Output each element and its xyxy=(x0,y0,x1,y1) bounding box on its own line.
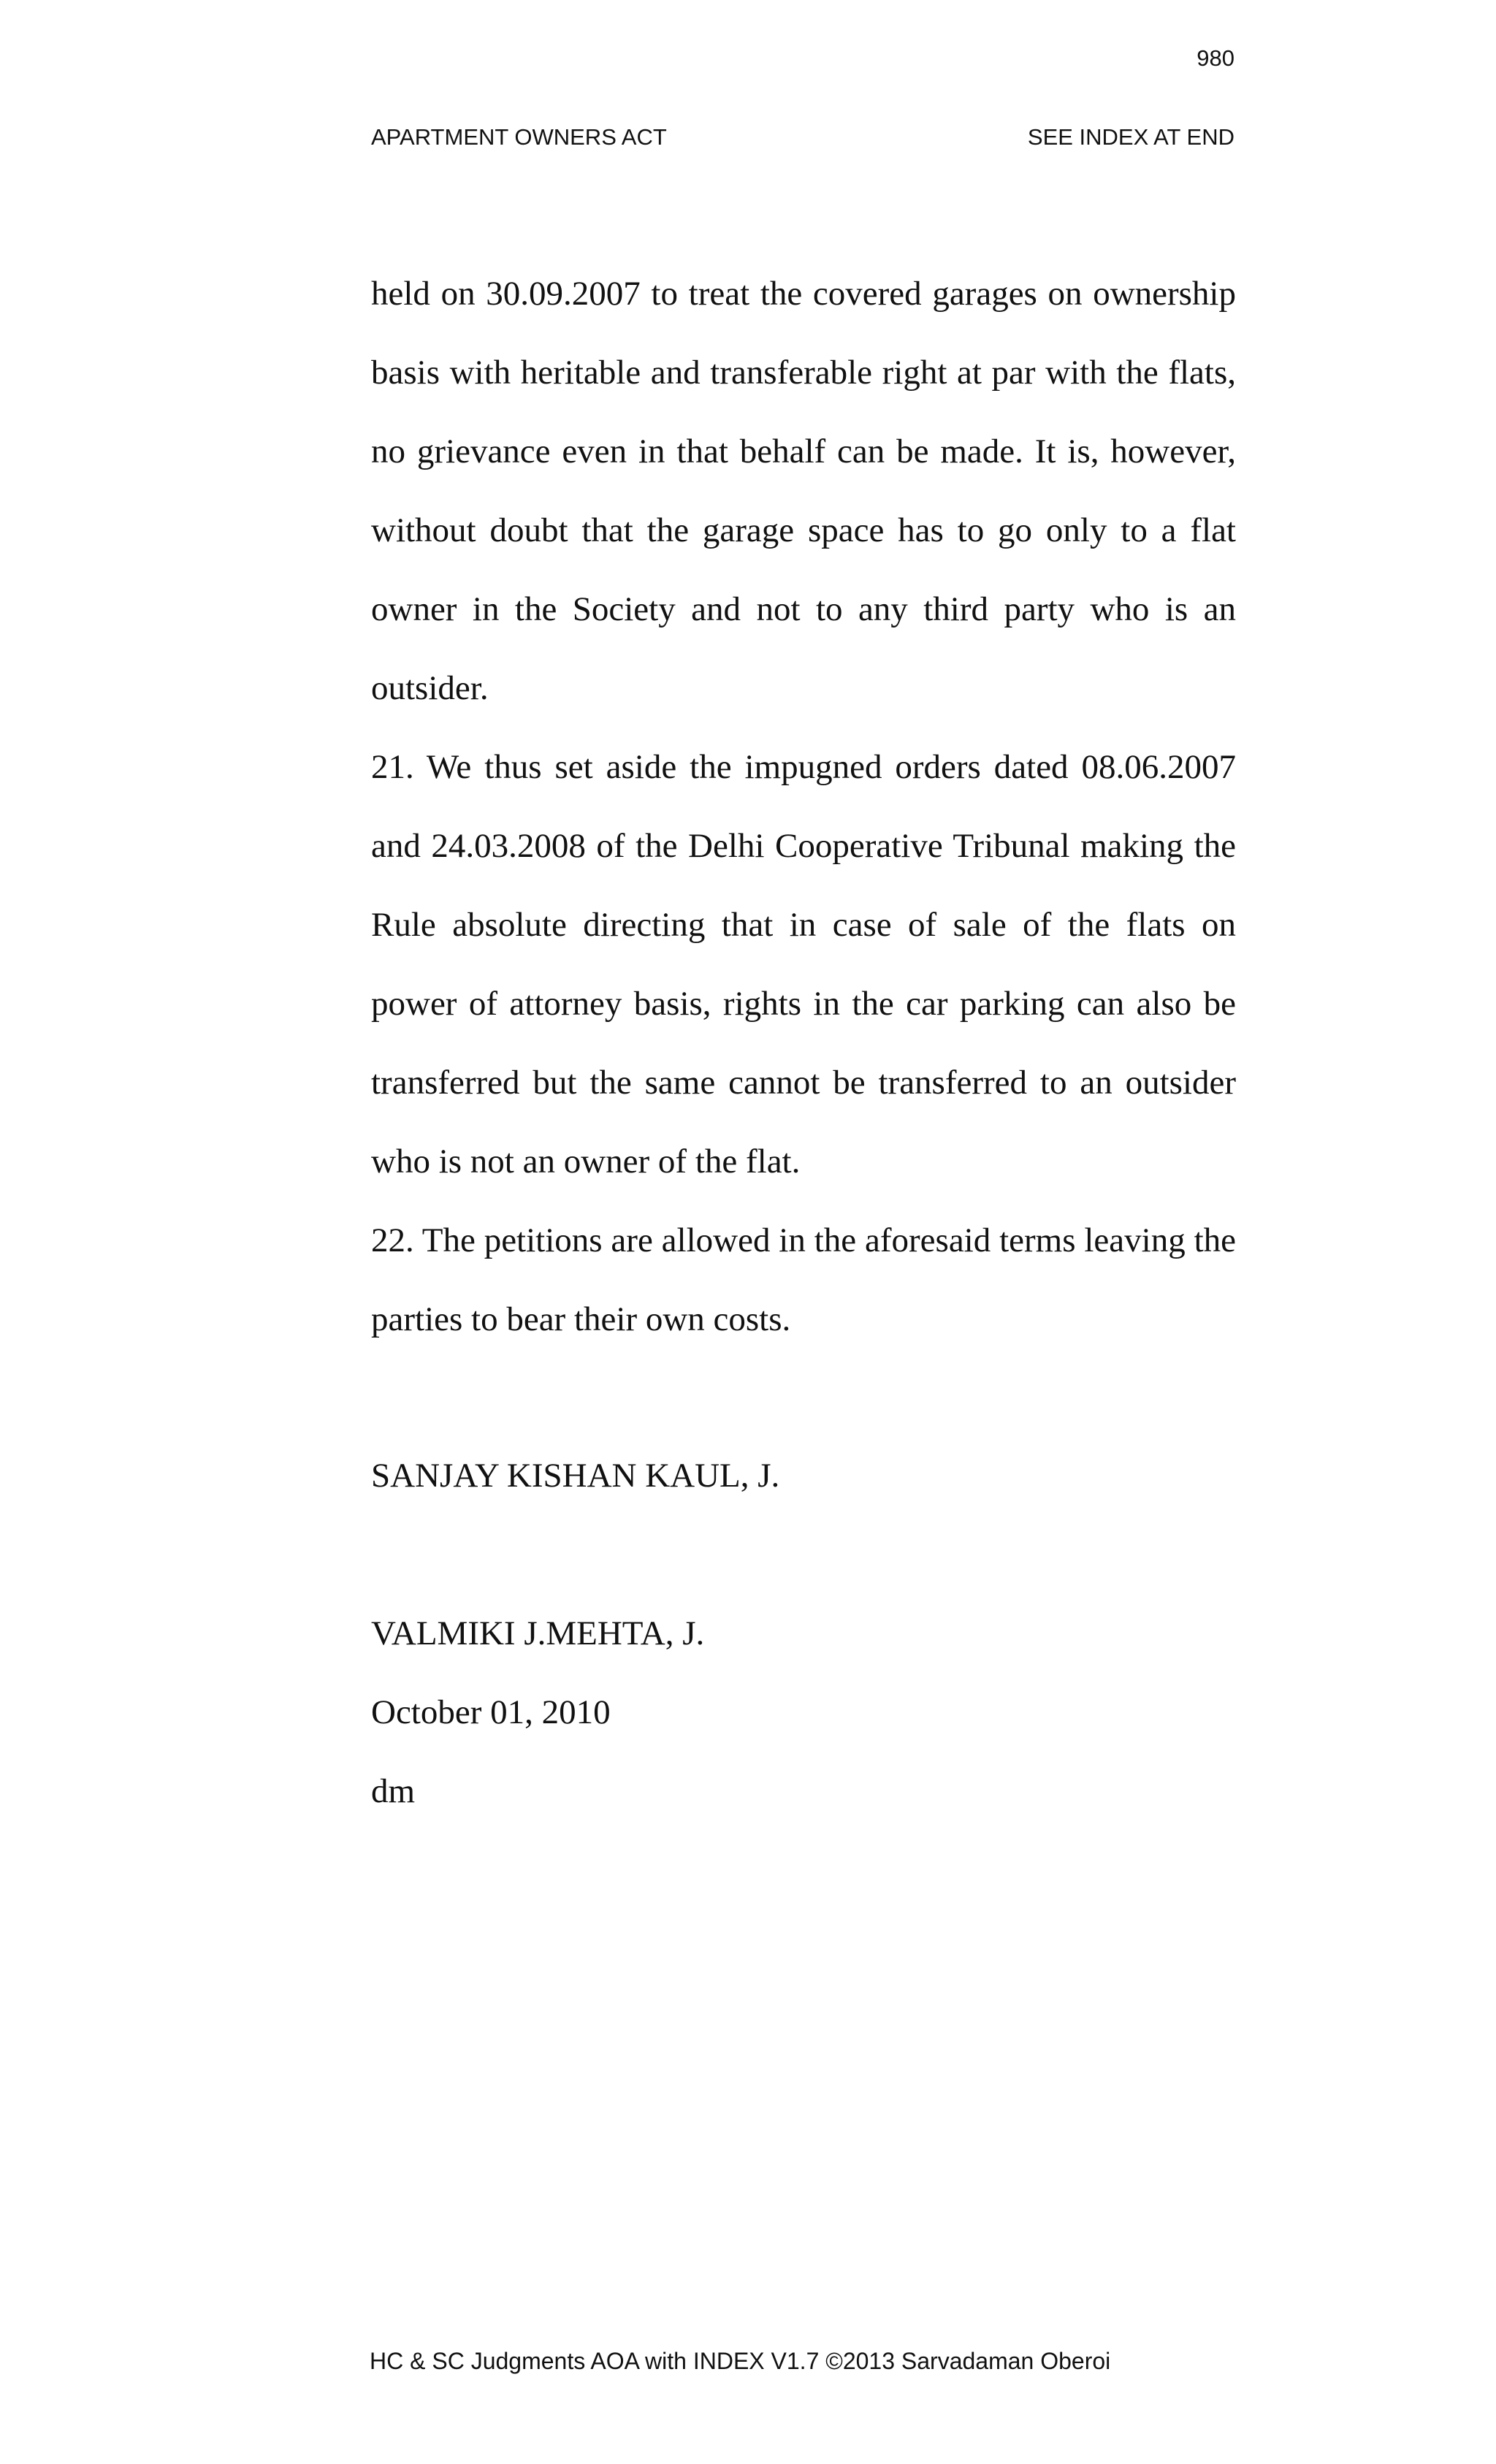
running-header-right: SEE INDEX AT END xyxy=(1027,124,1234,150)
judge-signature-1: SANJAY KISHAN KAUL, J. xyxy=(371,1457,780,1495)
page-number: 980 xyxy=(1197,45,1234,71)
judgment-body xyxy=(371,254,1236,1359)
running-header-left: APARTMENT OWNERS ACT xyxy=(371,124,667,150)
page-footer: HC & SC Judgments AOA with INDEX V1.7 ©2013 Sarvadaman Oberoi xyxy=(370,2348,1111,2374)
judgment-date: October 01, 2010 xyxy=(371,1693,611,1731)
typist-initials: dm xyxy=(371,1772,416,1810)
paragraph-22: 22. The petitions are allowed in the aforesaid terms leaving the parties to bear their own costs. xyxy=(371,1221,1236,1338)
judge-signature-2: VALMIKI J.MEHTA, J. xyxy=(371,1614,705,1652)
paragraph-continuation: held on 30.09.2007 to treat the covered garages on ownership basis with heritable and transferable right at par with the flats, no grievance even in that behalf can be made. It is, however, without doubt that the garage space has to go only to a flat owner in the Society and not to any third party who is an outsider. xyxy=(371,275,1236,707)
paragraph-21: 21. We thus set aside the impugned orders dated 08.06.2007 and 24.03.2008 of the Delhi Cooperative Tribunal making the Rule absolute directing that in case of sale of the flats on power of attorney basis, rights in the car parking can also be transferred but the same cannot be transferred to an outsider who is not an owner of the flat. xyxy=(371,748,1236,1180)
